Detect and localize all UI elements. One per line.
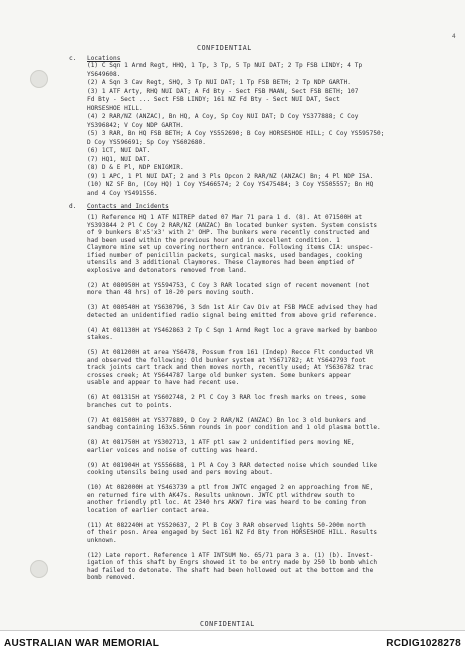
footer-left-label: AUSTRALIAN WAR MEMORIAL	[4, 638, 160, 649]
body-line: location of earlier contact area.	[87, 506, 210, 514]
body-line: crosses creek; At YS644787 large old bunker system. Some bunkers appear	[87, 371, 352, 379]
body-line: more than 48 hrs) of 10-20 pers moving south.	[87, 289, 255, 296]
body-line: (10) At 082000H at YS463739 a ptl from JWTC engaged 2 en approaching from NE,	[87, 484, 374, 491]
body-line: igation of this shaft by Engrs showed it to be entry made by 250 lb bomb which	[87, 559, 378, 566]
section-d-heading: Contacts and Incidents	[87, 203, 169, 210]
body-line: (3) At 080540H at YS630796, 3 Sdn 1st Air Cav Div at FSB MACE advised they had	[87, 304, 378, 311]
body-line: (6) At 081315H at YS602748, 2 Pl C Coy 3 RAR loc fresh marks on trees, some	[87, 394, 366, 401]
classification-top: CONFIDENTIAL	[197, 44, 252, 52]
body-line: (5) At 081200H at area YS6478, Possum from 161 (Indep) Recce Flt conducted VR	[87, 349, 374, 356]
body-line: (2) A Sqn 3 Cav Regt, SHQ, 3 Tp NUI DAT; 1 Tp FSB BETH; 2 Tp NDP GARTH.	[87, 79, 352, 86]
body-line: earlier voices and noise of cutting was heard.	[87, 446, 259, 454]
body-line: of their posn. Area engaged by Sect 161 NZ Fd Bty from HORSESHOE HILL. Results	[87, 529, 378, 536]
body-line: (1) Reference HQ 1 ATF NITREP dated 07 Mar 71 para 1 d. (8). At 071500H at	[87, 214, 363, 221]
body-line: Claymore mine set up covering northern entrance. Following items CIA: unspec-	[87, 244, 374, 251]
archive-footer	[0, 630, 465, 655]
body-line: and 4 Coy YS491556.	[87, 189, 158, 197]
body-line: detected an unidentified radio signal being emitted from above grid reference.	[87, 311, 378, 319]
body-line: YS649608.	[87, 70, 121, 78]
body-line: (4) 2 RAR/NZ (ANZAC), Bn HQ, A Coy, Sp Coy NUI DAT; D Coy YS377888; C Coy	[87, 113, 359, 120]
body-line: (12) Late report. Reference 1 ATF INTSUM No. 65/71 para 3 a. (1) (b). Invest-	[87, 551, 374, 559]
punch-hole	[30, 560, 48, 578]
body-line: cooking utensils being used and pers moving about.	[87, 469, 273, 476]
body-line: D Coy YS596691; Sp Coy YS602680.	[87, 138, 206, 146]
body-line: sandbag containing 163x5.56mm rounds in poor condition and 1 old plasma bottle.	[87, 424, 381, 431]
body-line: track joints cart track and then moves north, recently used; At YS636782 trac	[87, 364, 374, 371]
body-line: unknown.	[87, 536, 117, 544]
body-line: (8) D & E Pl, NDP ENIGMIR.	[87, 164, 184, 171]
body-line: (6) 1CT, NUI DAT.	[87, 147, 151, 154]
section-c-letter: c.	[69, 55, 77, 62]
body-line: another friendly ptl loc. At 2340 hrs AKW7 fire was heard to be coming from	[87, 499, 366, 506]
body-line: (9) 1 APC, 1 Pl NUI DAT; 2 and 3 Pls Opcon 2 RAR/NZ (ANZAC) Bn; 4 Pl NDP ISA.	[87, 172, 374, 180]
page-mark: 4	[452, 33, 456, 40]
body-line: (5) 3 RAR, Bn HQ FSB BETH; A Coy YS552690; B Coy HORSESHOE HILL; C Coy YS595750;	[87, 130, 385, 137]
section-d-letter: d.	[69, 203, 77, 210]
classification-bottom: CONFIDENTIAL	[200, 620, 255, 628]
body-line: usable and appear to have had recent use.	[87, 379, 240, 386]
body-line: had failed to detonate. The shaft had been hollowed out at the bottom and the	[87, 566, 374, 574]
body-line: (9) At 081904H at YS556688, 1 Pl A Coy 3 RAR detected noise which sounded like	[87, 461, 378, 469]
body-line: branches cut to points.	[87, 401, 173, 409]
body-line: (3) 1 ATF Arty, RHQ NUI DAT; A Fd Bty - Sect FSB MAAN, Sect FSB BETH; 107	[87, 87, 359, 95]
section-c-heading: Locations	[87, 55, 121, 62]
body-line: en returned fire with AK47s. Results unknown. JWTC ptl withdrew south to	[87, 491, 355, 499]
body-line: (10) NZ SF Bn, (Coy HQ) 1 Coy YS466574; 2 Coy YS475484; 3 Coy YS505557; Bn HQ	[87, 181, 374, 188]
body-line: (1) C Sqn 1 Armd Regt, HHQ, 1 Tp, 3 Tp, 5 Tp NUI DAT; 2 Tp FSB LINDY; 4 Tp	[87, 62, 363, 69]
body-line: stakes.	[87, 334, 114, 341]
body-line: utensils and 3 additional Claymores. These Claymores had been emptied of	[87, 259, 355, 266]
footer-right-id: RCDIG1028278	[386, 638, 461, 649]
body-line: YS396842; V Coy NDP GARTH.	[87, 121, 184, 129]
body-line: (11) At 082240H at YS520637, 2 Pl B Coy 3 RAR observed lights 50-200m north	[87, 521, 366, 529]
body-line: (4) At 081130H at YS462863 2 Tp C Sqn 1 Armd Regt loc a grave marked by bamboo	[87, 326, 378, 334]
body-line: explosive and detonators removed from land.	[87, 266, 247, 274]
body-line: had been used within the previous hour and in excellent condition. 1	[87, 236, 340, 244]
body-line: bomb removed.	[87, 574, 136, 581]
body-line: of 9 bunkers 8'x5'x3' with 2' OHP. The bunkers were recently constructed and	[87, 229, 370, 236]
body-line: YS393844 2 Pl C Coy 2 RAR/NZ (ANZAC) Bn located bunker system. System consists	[87, 221, 378, 229]
body-line: (7) HQ1, NUI DAT.	[87, 155, 151, 163]
body-line: Fd Bty - Sect ... Sect FSB LINDY; 161 NZ Fd Bty - Sect NUI DAT, Sect	[87, 96, 340, 103]
body-line: and observed the following: Old bunker system at YS671782; At YS642793 foot	[87, 356, 366, 364]
body-line: (8) At 081750H at YS302713, 1 ATF ptl saw 2 unidentified pers moving NE,	[87, 439, 355, 446]
body-line: (2) At 080950H at YS594753, C Coy 3 RAR located sign of recent movement (not	[87, 281, 370, 289]
body-line: (7) At 081500H at YS377889, D Coy 2 RAR/NZ (ANZAC) Bn loc 3 old bunkers and	[87, 416, 366, 424]
punch-hole	[30, 70, 48, 88]
body-line: HORSESHOE HILL.	[87, 104, 143, 112]
body-line: ified number of penicillin packets, surgical masks, used bandages, cooking	[87, 251, 363, 259]
